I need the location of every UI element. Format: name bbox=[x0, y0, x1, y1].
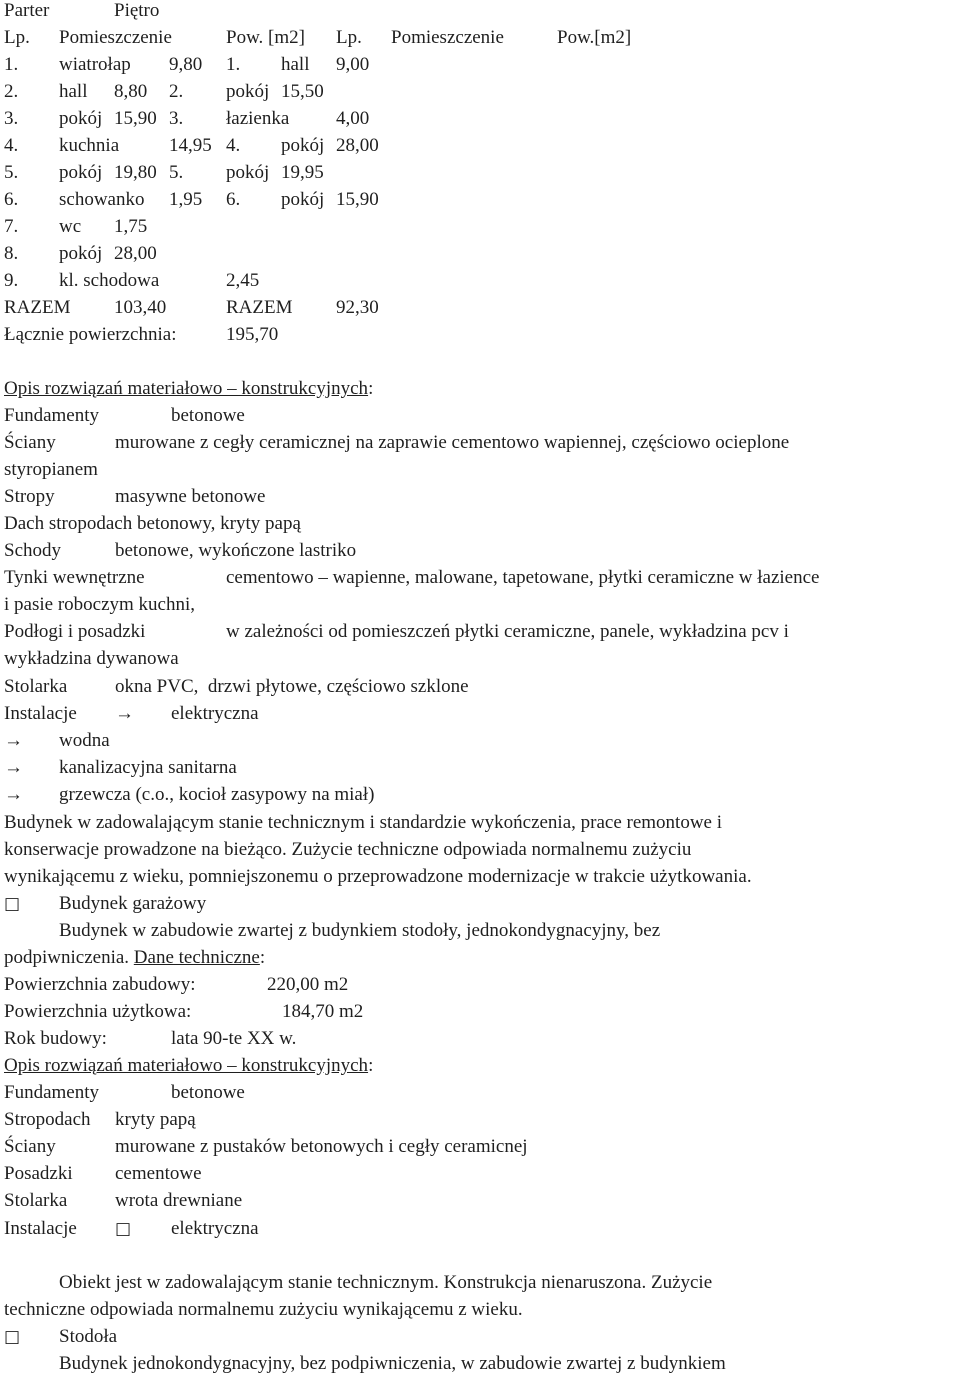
razem-label-pietro: RAZEM bbox=[226, 297, 293, 318]
garage-fundamenty-value: betonowe bbox=[171, 1082, 245, 1103]
parter-row-area: 1,95 bbox=[169, 189, 203, 210]
pow-zabudowy-value: 220,00 m2 bbox=[267, 974, 349, 995]
house-materials-heading: Opis rozwiązań materiałowo – konstrukcyjnych: bbox=[4, 378, 374, 399]
podlogi-value: w zależności od pomieszczeń płytki ceramiczne, panele, wykładzina pcv i bbox=[226, 621, 789, 642]
barn-title: Stodoła bbox=[59, 1326, 118, 1347]
garage-posadzki-value: cementowe bbox=[115, 1163, 202, 1184]
parter-row-lp: 9. bbox=[4, 270, 19, 291]
podlogi-label: Podłogi i posadzki bbox=[4, 621, 146, 642]
parter-row-area: 19,80 bbox=[114, 162, 157, 183]
parter-row-name: kl. schodowa bbox=[59, 270, 160, 291]
tynki-label: Tynki wewnętrzne bbox=[4, 567, 145, 588]
parter-row-lp: 7. bbox=[4, 216, 19, 237]
pietro-row-name: pokój bbox=[281, 189, 325, 210]
instalacja-item: kanalizacyjna sanitarna bbox=[59, 757, 237, 778]
parter-row-lp: 5. bbox=[4, 162, 19, 183]
bullet-box-icon: □ bbox=[115, 1219, 132, 1239]
pietro-row-lp: 3. bbox=[169, 108, 184, 129]
pietro-row-lp: 4. bbox=[226, 135, 241, 156]
instalacje-label: Instalacje bbox=[4, 703, 77, 724]
dach-line: Dach stropodach betonowy, kryty papą bbox=[4, 513, 301, 534]
parter-row-lp: 6. bbox=[4, 189, 19, 210]
parter-row-name: pokój bbox=[59, 162, 103, 183]
garage-summary-line: techniczne odpowiada normalnemu zużyciu wynikającemu z wieku. bbox=[4, 1299, 523, 1320]
razem-label-parter: RAZEM bbox=[4, 297, 71, 318]
schody-value: betonowe, wykończone lastriko bbox=[115, 540, 357, 561]
arrow-icon: → bbox=[4, 784, 23, 805]
stropy-value: masywne betonowe bbox=[115, 486, 266, 507]
pietro-row-name: łazienka bbox=[226, 108, 290, 129]
fundamenty-value: betonowe bbox=[171, 405, 245, 426]
stolarka-label: Stolarka bbox=[4, 676, 68, 697]
schody-label: Schody bbox=[4, 540, 61, 561]
razem-value-pietro: 92,30 bbox=[336, 297, 379, 318]
stolarka-value: okna PVC, drzwi płytowe, częściowo szklone bbox=[115, 676, 469, 697]
bullet-box-icon: □ bbox=[4, 1327, 21, 1347]
header-area-right: Pow.[m2] bbox=[557, 27, 632, 48]
pietro-row-lp: 1. bbox=[226, 54, 241, 75]
parter-row-area: 2,45 bbox=[226, 270, 260, 291]
garage-materials-heading: Opis rozwiązań materiałowo – konstrukcyjnych: bbox=[4, 1055, 374, 1076]
garage-stropodach-value: kryty papą bbox=[115, 1109, 196, 1130]
header-area-left: Pow. [m2] bbox=[226, 27, 305, 48]
instalacja-item: wodna bbox=[59, 730, 110, 751]
parter-row-area: 14,95 bbox=[169, 135, 212, 156]
pow-uzytkowa-label: Powierzchnia użytkowa: bbox=[4, 1001, 192, 1022]
garage-description-continued: podpiwniczenia. Dane techniczne: bbox=[4, 947, 266, 968]
garage-instalacje-label: Instalacje bbox=[4, 1218, 77, 1239]
total-area-value: 195,70 bbox=[226, 324, 279, 345]
pietro-row-area: 15,90 bbox=[336, 189, 379, 210]
pietro-row-area: 15,50 bbox=[281, 81, 324, 102]
pietro-label: Piętro bbox=[114, 0, 160, 21]
parter-row-lp: 3. bbox=[4, 108, 19, 129]
garage-fundamenty-label: Fundamenty bbox=[4, 1082, 99, 1103]
pietro-row-area: 28,00 bbox=[336, 135, 379, 156]
razem-value-parter: 103,40 bbox=[114, 297, 167, 318]
garage-sciany-value: murowane z pustaków betonowych i cegły ceramicnej bbox=[115, 1136, 528, 1157]
podlogi-value-continued: wykładzina dywanowa bbox=[4, 648, 179, 669]
parter-row-lp: 4. bbox=[4, 135, 19, 156]
parter-label: Parter bbox=[4, 0, 50, 21]
pietro-row-area: 9,00 bbox=[336, 54, 370, 75]
garage-title: Budynek garażowy bbox=[59, 893, 207, 914]
total-area-label: Łącznie powierzchnia: bbox=[4, 324, 177, 345]
arrow-icon: → bbox=[4, 730, 23, 751]
parter-row-name: pokój bbox=[59, 108, 103, 129]
sciany-value: murowane z cegły ceramicznej na zaprawie cementowo wapiennej, częściowo ocieplone bbox=[115, 432, 790, 453]
parter-row-name: schowanko bbox=[59, 189, 145, 210]
pietro-row-name: pokój bbox=[226, 162, 270, 183]
arrow-icon: → bbox=[115, 703, 134, 724]
bullet-box-icon: □ bbox=[4, 894, 21, 914]
garage-stolarka-label: Stolarka bbox=[4, 1190, 68, 1211]
sciany-value-continued: styropianem bbox=[4, 459, 98, 480]
parter-row-name: wc bbox=[59, 216, 82, 237]
parter-row-lp: 1. bbox=[4, 54, 19, 75]
pietro-row-name: hall bbox=[281, 54, 310, 75]
rok-budowy-value: lata 90-te XX w. bbox=[171, 1028, 297, 1049]
header-room-right: Pomieszczenie bbox=[391, 27, 504, 48]
garage-stropodach-label: Stropodach bbox=[4, 1109, 91, 1130]
garage-posadzki-label: Posadzki bbox=[4, 1163, 73, 1184]
sciany-label: Ściany bbox=[4, 432, 56, 453]
parter-row-name: wiatrołap bbox=[59, 54, 131, 75]
pietro-row-area: 19,95 bbox=[281, 162, 324, 183]
garage-stolarka-value: wrota drewniane bbox=[115, 1190, 243, 1211]
garage-instalacje-value: elektryczna bbox=[171, 1218, 259, 1239]
garage-summary-line: Obiekt jest w zadowalającym stanie technicznym. Konstrukcja nienaruszona. Zużycie bbox=[59, 1272, 713, 1293]
header-lp-right: Lp. bbox=[336, 27, 362, 48]
dane-techniczne-heading: Dane techniczne bbox=[133, 947, 260, 968]
pow-uzytkowa-value: 184,70 m2 bbox=[282, 1001, 364, 1022]
parter-row-lp: 2. bbox=[4, 81, 19, 102]
parter-row-lp: 8. bbox=[4, 243, 19, 264]
stropy-label: Stropy bbox=[4, 486, 55, 507]
pietro-row-area: 4,00 bbox=[336, 108, 370, 129]
arrow-icon: → bbox=[4, 757, 23, 778]
pietro-row-name: pokój bbox=[281, 135, 325, 156]
parter-row-area: 9,80 bbox=[169, 54, 203, 75]
pietro-row-lp: 6. bbox=[226, 189, 241, 210]
tynki-value: cementowo – wapienne, malowane, tapetowane, płytki ceramiczne w łazience bbox=[226, 567, 820, 588]
house-summary-line: konserwacje prowadzone na bieżąco. Zużycie techniczne odpowiada normalnemu zużyciu bbox=[4, 839, 692, 860]
house-summary-line: Budynek w zadowalającym stanie technicznym i standardzie wykończenia, prace remontowe i bbox=[4, 812, 723, 833]
garage-sciany-label: Ściany bbox=[4, 1136, 56, 1157]
pietro-row-name: pokój bbox=[226, 81, 270, 102]
parter-row-name: hall bbox=[59, 81, 88, 102]
pow-zabudowy-label: Powierzchnia zabudowy: bbox=[4, 974, 196, 995]
instalacja-item: grzewcza (c.o., kocioł zasypowy na miał) bbox=[59, 784, 375, 805]
parter-row-name: pokój bbox=[59, 243, 103, 264]
header-lp-left: Lp. bbox=[4, 27, 30, 48]
fundamenty-label: Fundamenty bbox=[4, 405, 99, 426]
pietro-row-lp: 2. bbox=[169, 81, 184, 102]
parter-row-name: kuchnia bbox=[59, 135, 120, 156]
pietro-row-lp: 5. bbox=[169, 162, 184, 183]
instalacja-item: elektryczna bbox=[171, 703, 259, 724]
barn-description: Budynek jednokondygnacyjny, bez podpiwniczenia, w zabudowie zwartej z budynkiem bbox=[59, 1353, 726, 1374]
parter-row-area: 28,00 bbox=[114, 243, 157, 264]
parter-row-area: 15,90 bbox=[114, 108, 157, 129]
tynki-value-continued: i pasie roboczym kuchni, bbox=[4, 594, 196, 615]
rok-budowy-label: Rok budowy: bbox=[4, 1028, 107, 1049]
parter-row-area: 8,80 bbox=[114, 81, 148, 102]
parter-row-area: 1,75 bbox=[114, 216, 148, 237]
house-summary-line: wynikającemu z wieku, pomniejszonemu o przeprowadzone modernizacje w trakcie użytkowania. bbox=[4, 866, 752, 887]
garage-description: Budynek w zabudowie zwartej z budynkiem stodoły, jednokondygnacyjny, bez bbox=[59, 920, 661, 941]
header-room-left: Pomieszczenie bbox=[59, 27, 172, 48]
